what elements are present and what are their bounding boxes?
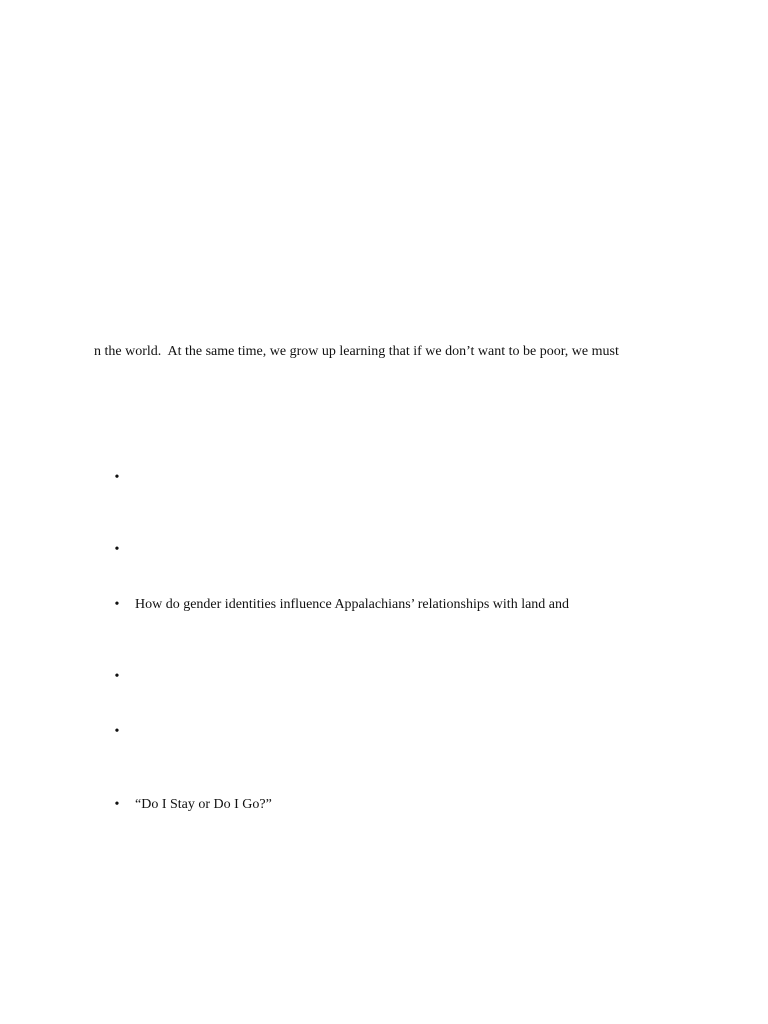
bullet-icon: • [114, 724, 120, 739]
bullet-icon: • [114, 470, 120, 485]
list-item-text: How do gender identities influence Appalachians’ relationships with land and [135, 597, 570, 612]
body-text-line: n the world. At the same time, we grow up learning that if we don’t want to be poor, we must [94, 344, 619, 359]
bullet-icon: • [114, 797, 120, 812]
bullet-icon: • [114, 597, 120, 612]
bullet-icon: • [114, 542, 120, 557]
bullet-icon: • [114, 669, 120, 684]
list-item-text: “Do I Stay or Do I Go?” [135, 797, 272, 812]
